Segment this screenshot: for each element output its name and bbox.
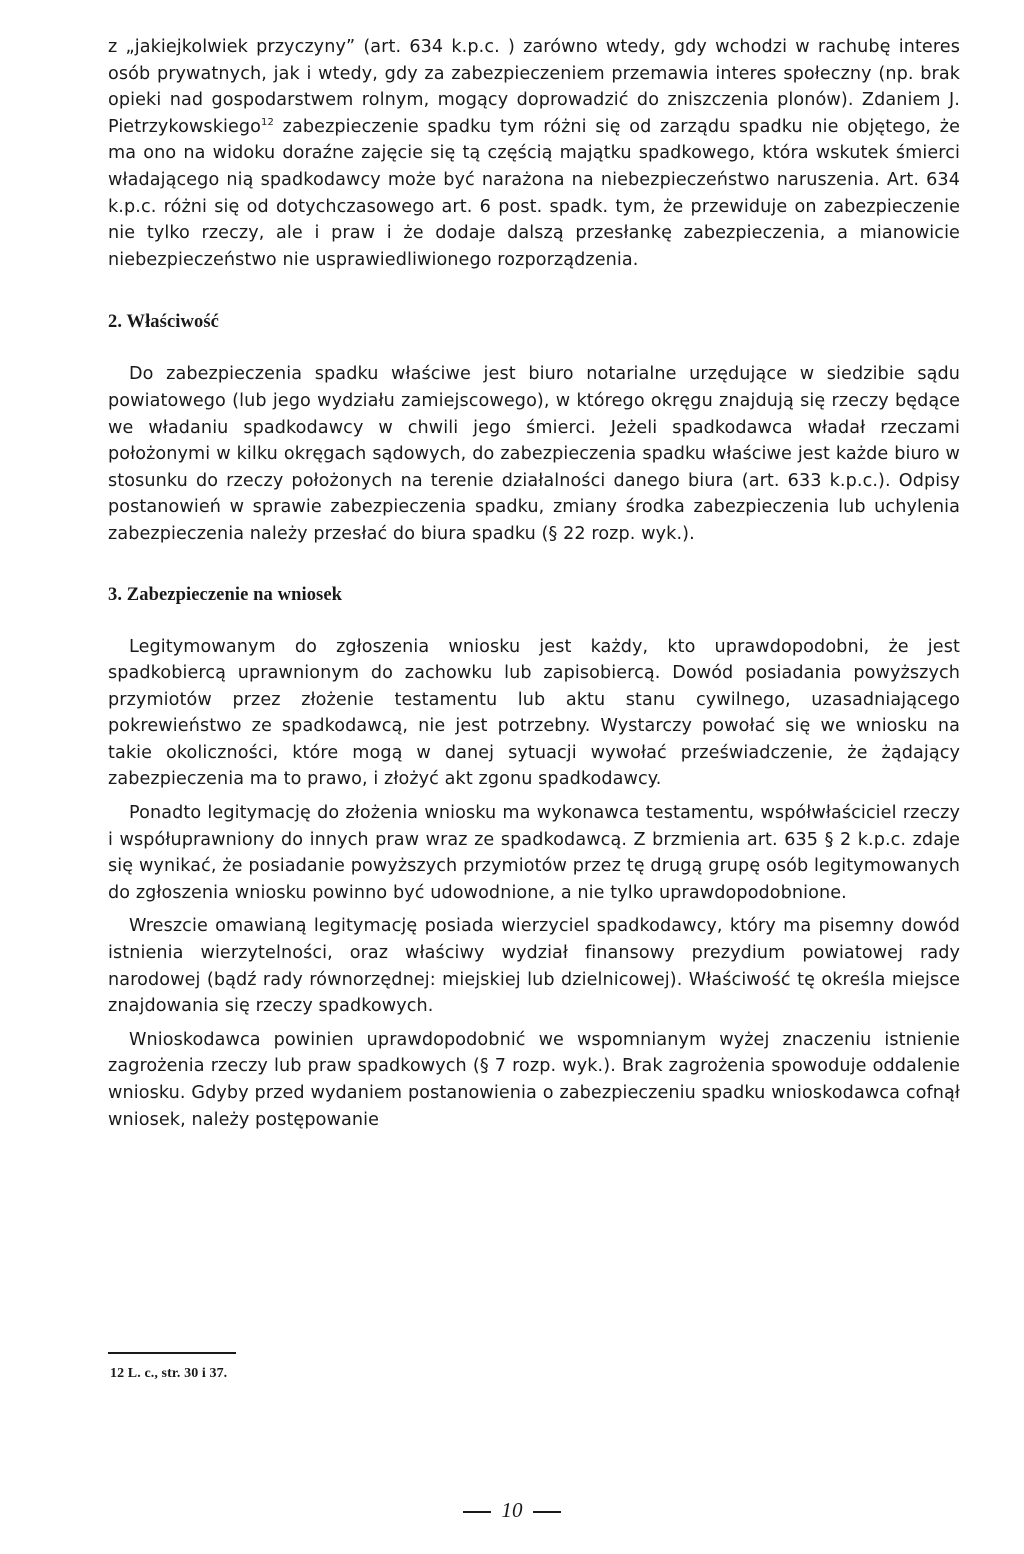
section-3-heading: 3. Zabezpieczenie na wniosek — [108, 584, 343, 605]
page-number: 10 — [501, 1498, 523, 1522]
page-number-dash-left — [463, 1511, 491, 1513]
footnote-reference: 12 — [261, 116, 274, 128]
section-3-paragraph-2: Ponadto legitymację do złożenia wniosku ma wykonawca testamentu, współwłaściciel rzeczy i współuprawniony do innych praw wraz ze spadkodawcą. Z brzmienia art. 635 § 2 k.p.c. zdaje się wynikać, że posiadanie powyższych przymiotów przez tę drugą grupę osób legitymowanych do zgłoszenia wniosku powinno być udowodnione, a nie tylko uprawdopodobnione. — [108, 803, 960, 903]
section-2-heading: 2. Właściwość — [108, 312, 219, 333]
footnote-divider — [108, 1352, 236, 1354]
page-body — [108, 34, 960, 1133]
section-3-paragraph-4: Wnioskodawca powinien uprawdopodobnić we wspomnianym wyżej znaczeniu istnienie zagrożenia rzeczy lub praw spadkowych (§ 7 rozp. wyk.). Brak zagrożenia spowoduje oddalenie wniosku. Gdyby przed wydaniem postanowienia o zabezpieczeniu spadku wnioskodawca cofnął wniosek, należy postępowanie — [108, 1029, 960, 1130]
section-3-paragraph-1: Legitymowanym do zgłoszenia wniosku jest każdy, kto uprawdopodobni, że jest spadkobiercą uprawnionym do zachowku lub zapisobiercą. Dowód posiadania powyższych przymiotów przez złożenie testamentu lub aktu stanu cywilnego, uzasadniającego pokrewieństwo ze spadkodawcą, nie jest potrzebny. Wystarczy powołać się we wniosku na takie okoliczności, które mogą w danej sytuacji wywołać przeświadczenie, że żądający zabezpieczenia ma to prawo, i złożyć akt zgonu spadkodawcy. — [108, 636, 960, 790]
page-number-dash-right — [533, 1511, 561, 1513]
intro-text-continued: zabezpieczenie spadku tym różni się od zarządu spadku nie objętego, że ma ono na widoku doraźne zajęcie się tą częścią majątku spadkowego, która wskutek śmierci władającego nią spadkodawcy może być narażona na niebezpieczeństwo naruszenia. Art. 634 k.p.c. różni się od dotychczasowego art. 6 post. spadk. tym, że przewiduje on zabezpieczenie nie tylko rzeczy, ale i praw i że dodaje dalszą przesłankę zabezpieczenia, a mianowicie niebezpieczeństwo nie usprawiedliwionego rozporządzenia. — [108, 116, 960, 270]
intro-text: z „jakiejkolwiek przyczyny” (art. 634 k.p.c. ) zarówno wtedy, gdy wchodzi w rachubę interes osób prywatnych, jak i wtedy, gdy za zabezpieczeniem przemawia interes społeczny (np. brak opieki nad gospodarstwem rolnym, mogący doprowadzić do zniszczenia plonów). Zdaniem J. Pietrzykowskiego — [108, 37, 960, 137]
page-number-line — [0, 1496, 1024, 1524]
footnote: 12 L. c., str. 30 i 37. — [110, 1366, 228, 1381]
intro-paragraph — [108, 34, 960, 273]
section-3-paragraph-3: Wreszcie omawianą legitymację posiada wierzyciel spadkodawcy, który ma pisemny dowód istnienia wierzytelności, oraz właściwy wydział finansowy prezydium powiatowej rady narodowej (bądź rady równorzędnej: miejskiej lub dzielnicowej). Właściwość tę określa miejsce znajdowania się rzeczy spadkowych. — [108, 916, 960, 1017]
section-2-paragraph: Do zabezpieczenia spadku właściwe jest biuro notarialne urzędujące w siedzibie sądu powiatowego (lub jego wydziału zamiejscowego), w którego okręgu znajdują się rzeczy będące we władaniu spadkodawcy w chwili jego śmierci. Jeżeli spadkodawca władał rzeczami położonymi w kilku okręgach sądowych, do zabezpieczenia spadku właściwe jest każde biuro w stosunku do rzeczy położonych na terenie działalności danego biura (art. 633 k.p.c.). Odpisy postanowień w sprawie zabezpieczenia spadku, zmiany środka zabezpieczenia lub uchylenia zabezpieczenia należy przesłać do biura spadku (§ 22 rozp. wyk.). — [108, 364, 960, 544]
